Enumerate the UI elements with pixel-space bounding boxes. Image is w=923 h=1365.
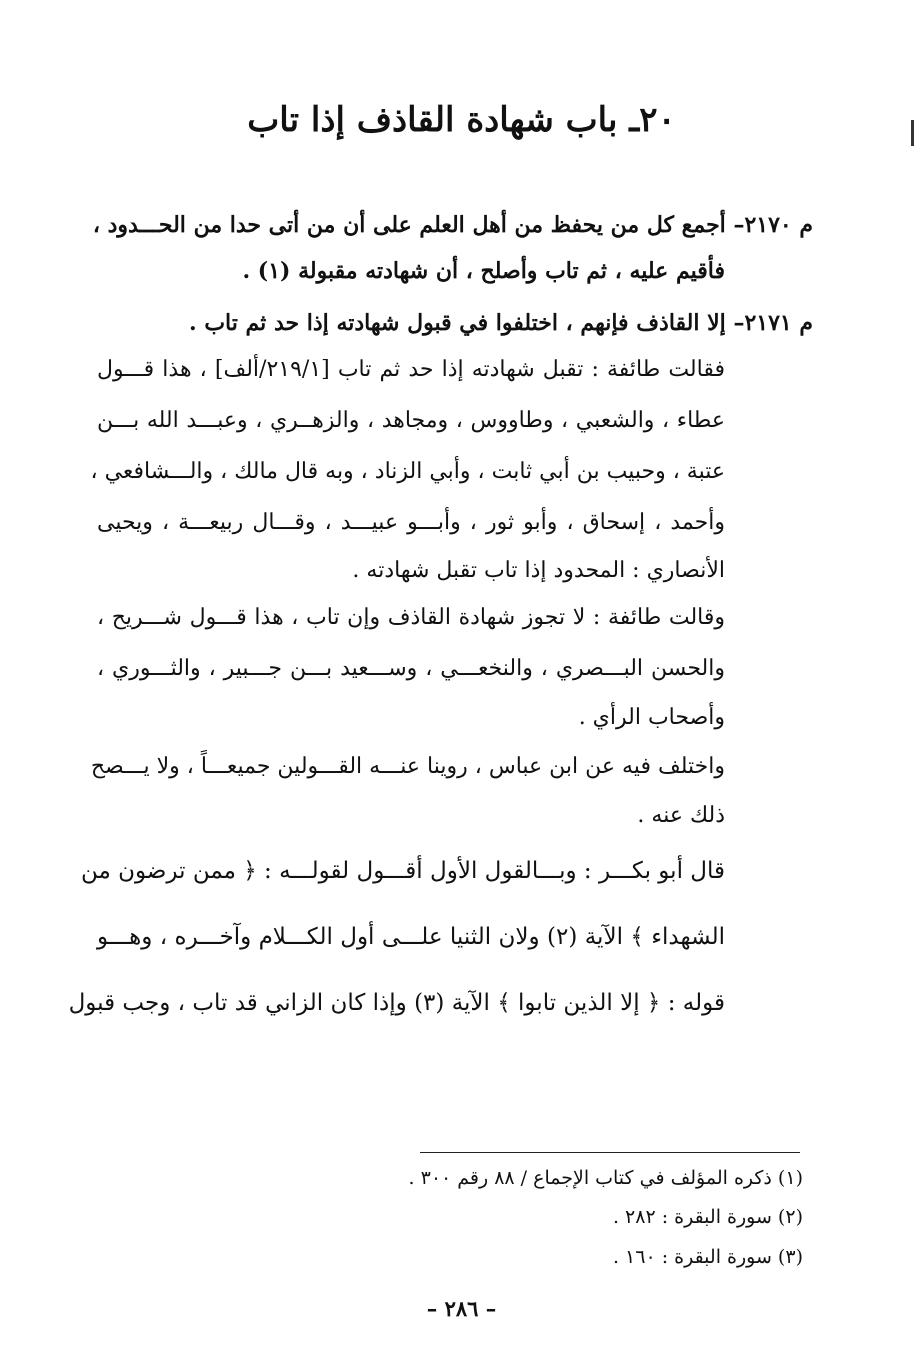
paragraph-3-line-2: ذلك عنه . [637, 803, 725, 828]
paragraph-1-line-4: وأحمد ، إسحاق ، وأبو ثور ، وأبـــو عبيـــد ، وقـــال ربيعـــة ، ويحيى [97, 510, 725, 535]
footnote-1: (١) ذكره المؤلف في كتاب الإجماع / ٨٨ رقم ٣٠٠ . [408, 1167, 803, 1189]
page-number: – ٢٨٦ – [426, 1296, 497, 1321]
paragraph-2-line-1: وقالت طائفة : لا تجوز شهادة القاذف وإن تاب ، هذا قـــول شـــريح ، [97, 605, 725, 630]
paragraph-1-line-5: الأنصاري : المحدود إذا تاب تقبل شهادته . [352, 558, 725, 583]
issue-2170-line-1: م ٢١٧٠– أجمع كل من يحفظ من أهل العلم على أن من أتى حدا من الحـــدود ، [92, 212, 813, 238]
issue-2170-line-2: فأقيم عليه ، ثم تاب وأصلح ، أن شهادته مقبولة (١) . [242, 258, 725, 284]
paragraph-2-line-2: والحسن البـــصري ، والنخعـــي ، وســـعيد بـــن جـــبير ، والثـــوري ، [97, 656, 725, 681]
paragraph-2-line-3: وأصحاب الرأي . [578, 705, 725, 730]
footnote-2: (٢) سورة البقرة : ٢٨٢ . [612, 1206, 803, 1228]
chapter-title: ٢٠ـ باب شهادة القاذف إذا تاب [247, 100, 676, 140]
paragraph-1-line-1: فقالت طائفة : تقبل شهادته إذا حد ثم تاب [٢١٩/١/ألف] ، هذا قـــول [97, 357, 725, 382]
issue-2171-line-1: م ٢١٧١– إلا القاذف فإنهم ، اختلفوا في قبول شهادته إذا حد ثم تاب . [189, 310, 813, 336]
paragraph-1-line-2: عطاء ، والشعبي ، وطاووس ، ومجاهد ، والزهــري ، وعبـــد الله بـــن [97, 408, 725, 433]
paragraph-4-line-2: الشهداء ﴾ الآية (٢) ولان الثنيا علـــى أول الكـــلام وآخـــره ، وهـــو [97, 924, 725, 950]
paragraph-4-line-3: قوله : ﴿ إلا الذين تابوا ﴾ الآية (٣) وإذا كان الزاني قد تاب ، وجب قبول [68, 990, 725, 1016]
footnote-3: (٣) سورة البقرة : ١٦٠ . [612, 1246, 803, 1268]
footnote-separator [420, 1152, 800, 1153]
paragraph-3-line-1: واختلف فيه عن ابن عباس ، روينا عنـــه القـــولين جميعـــاً ، ولا يـــصح [90, 754, 725, 779]
paragraph-1-line-3: عتبة ، وحبيب بن أبي ثابت ، وأبي الزناد ، وبه قال مالك ، والـــشافعي ، [90, 459, 725, 484]
paragraph-4-line-1: قال أبو بكـــر : وبـــالقول الأول أقـــول لقولـــه : ﴿ ممن ترضون من [80, 858, 725, 884]
